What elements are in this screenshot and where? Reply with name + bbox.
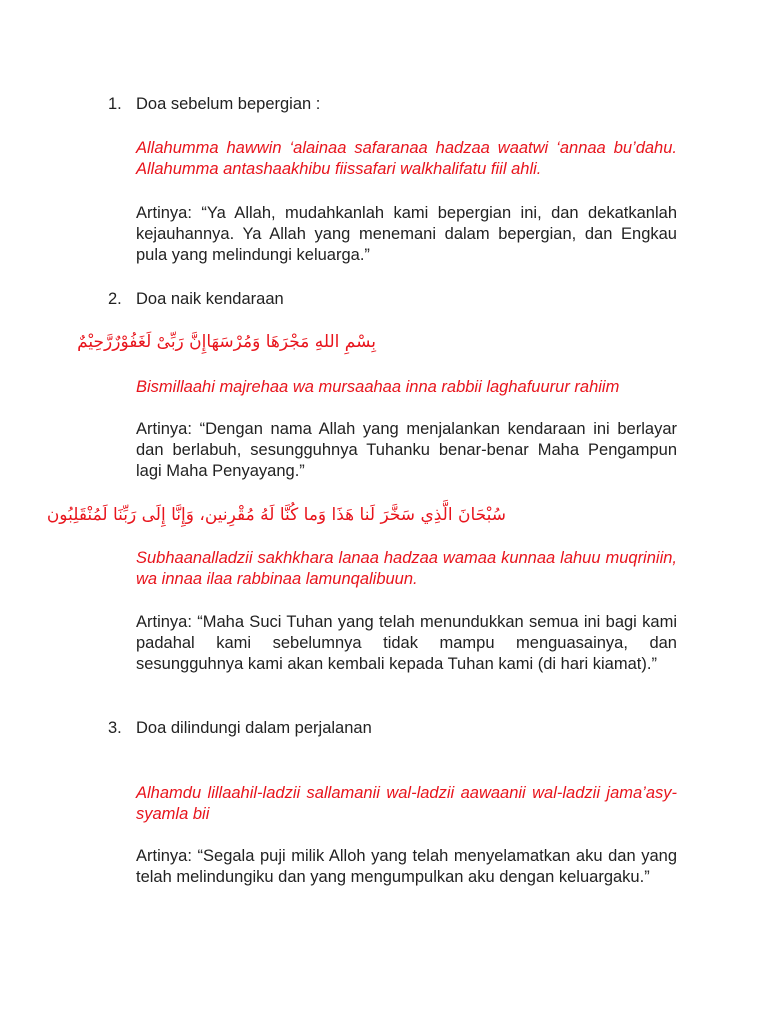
prayer-latin-text: Bismillaahi majrehaa wa mursaahaa inna rabbii laghafuurur rahiim	[136, 378, 620, 396]
prayer-meaning-text: Artinya: “Segala puji milik Alloh yang telah menyelamatkan aku dan yang telah melindungiku dan yang mengumpulkan aku dengan keluargaku.”	[136, 847, 677, 886]
list-item-title: Doa sebelum bepergian :	[136, 95, 321, 113]
prayer-latin-text: Allahumma hawwin ‘alainaa safaranaa hadzaa waatwi ‘annaa bu’dahu. Allahumma antashaakhibu fiissafari walkhalifatu fiil ahli.	[136, 139, 677, 178]
prayer-latin-text: Alhamdu lillaahil-ladzii sallamanii wal-ladzii aawaanii wal-ladzii jama’asy-syamla bii	[136, 784, 677, 823]
prayer-meaning-text: Artinya: “Dengan nama Allah yang menjalankan kendaraan ini berlayar dan berlabuh, sesungguhnya Tuhanku benar-benar Maha Pengampun lagi Maha Penyayang.”	[136, 420, 677, 480]
list-number: 2.	[108, 290, 122, 308]
list-item-heading	[108, 289, 284, 310]
list-item-title: Doa naik kendaraan	[136, 290, 284, 308]
prayer-meaning-text: Artinya: “Ya Allah, mudahkanlah kami bepergian ini, dan dekatkanlah kejauhannya. Ya Allah yang menemani dalam bepergian, dan Engkau pula yang melindungi keluarga.”	[136, 204, 677, 264]
list-number: 1.	[108, 95, 122, 113]
list-item-heading	[108, 718, 372, 739]
prayer-arabic-text: سُبْحَانَ الَّذِي سَخَّرَ لَنا هَذَا وَما كُنَّا لَهُ مُقْرِنين، وَإِنَّا إِلَى رَبِّنَا لَمُنْقَلِبُون	[46, 505, 506, 525]
prayer-latin-text: Subhaanalladzii sakhkhara lanaa hadzaa wamaa kunnaa lahuu muqriniin, wa innaa ilaa rabbinaa lamunqalibuun.	[136, 549, 677, 588]
list-item-heading	[108, 94, 320, 115]
prayer-arabic-text: بِسْمِ اللهِ مَجْرَهَا وَمُرْسَهَاإِنَّ رَبِّىْ لَغَفُوْرٌرَّحِيْمٌ	[77, 332, 376, 352]
list-item-title: Doa dilindungi dalam perjalanan	[136, 719, 372, 737]
list-number: 3.	[108, 719, 122, 737]
prayer-meaning-text: Artinya: “Maha Suci Tuhan yang telah menundukkan semua ini bagi kami padahal kami sebelumnya tidak mampu menguasainya, dan sesungguhnya kami akan kembali kepada Tuhan kami (di hari kiamat).”	[136, 613, 677, 673]
